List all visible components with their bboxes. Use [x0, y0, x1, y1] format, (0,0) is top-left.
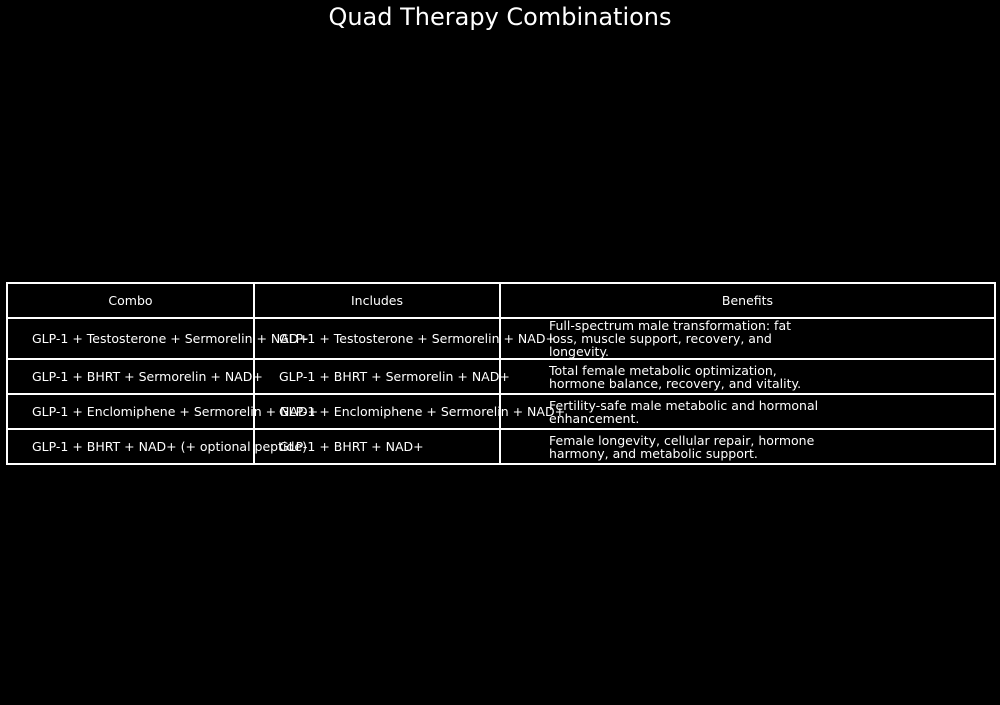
column-header-benefits: Benefits: [500, 283, 995, 318]
column-header-combo: Combo: [7, 283, 254, 318]
cell-combo: GLP-1 + BHRT + NAD+ (+ optional peptide): [7, 429, 254, 464]
column-header-includes: Includes: [254, 283, 500, 318]
cell-includes: GLP-1 + Testosterone + Sermorelin + NAD+: [254, 318, 500, 359]
table-row: [7, 429, 995, 464]
cell-combo: GLP-1 + Enclomiphene + Sermorelin + NAD+: [7, 394, 254, 429]
cell-benefits: [500, 318, 995, 359]
cell-includes: GLP-1 + Enclomiphene + Sermorelin + NAD+: [254, 394, 500, 429]
page-title: Quad Therapy Combinations: [328, 3, 672, 31]
cell-combo: GLP-1 + Testosterone + Sermorelin + NAD+: [7, 318, 254, 359]
benefits-text: Full-spectrum male transformation: fat loss, muscle support, recovery, and longevity.: [549, 318, 792, 359]
cell-includes: GLP-1 + BHRT + NAD+: [254, 429, 500, 464]
cell-benefits: [500, 429, 995, 464]
benefits-text: Female longevity, cellular repair, hormone harmony, and metabolic support.: [549, 432, 815, 461]
therapy-table-container: [6, 282, 994, 465]
benefits-text: Total female metabolic optimization, hormone balance, recovery, and vitality.: [549, 362, 802, 391]
benefits-text: Fertility-safe male metabolic and hormonal enhancement.: [549, 397, 819, 426]
table-row: [7, 318, 995, 359]
cell-benefits: [500, 359, 995, 394]
table-row: [7, 359, 995, 394]
table-header-row: [7, 283, 995, 318]
cell-benefits: [500, 394, 995, 429]
cell-includes: GLP-1 + BHRT + Sermorelin + NAD+: [254, 359, 500, 394]
cell-combo: GLP-1 + BHRT + Sermorelin + NAD+: [7, 359, 254, 394]
therapy-table: [6, 282, 996, 465]
table-row: [7, 394, 995, 429]
